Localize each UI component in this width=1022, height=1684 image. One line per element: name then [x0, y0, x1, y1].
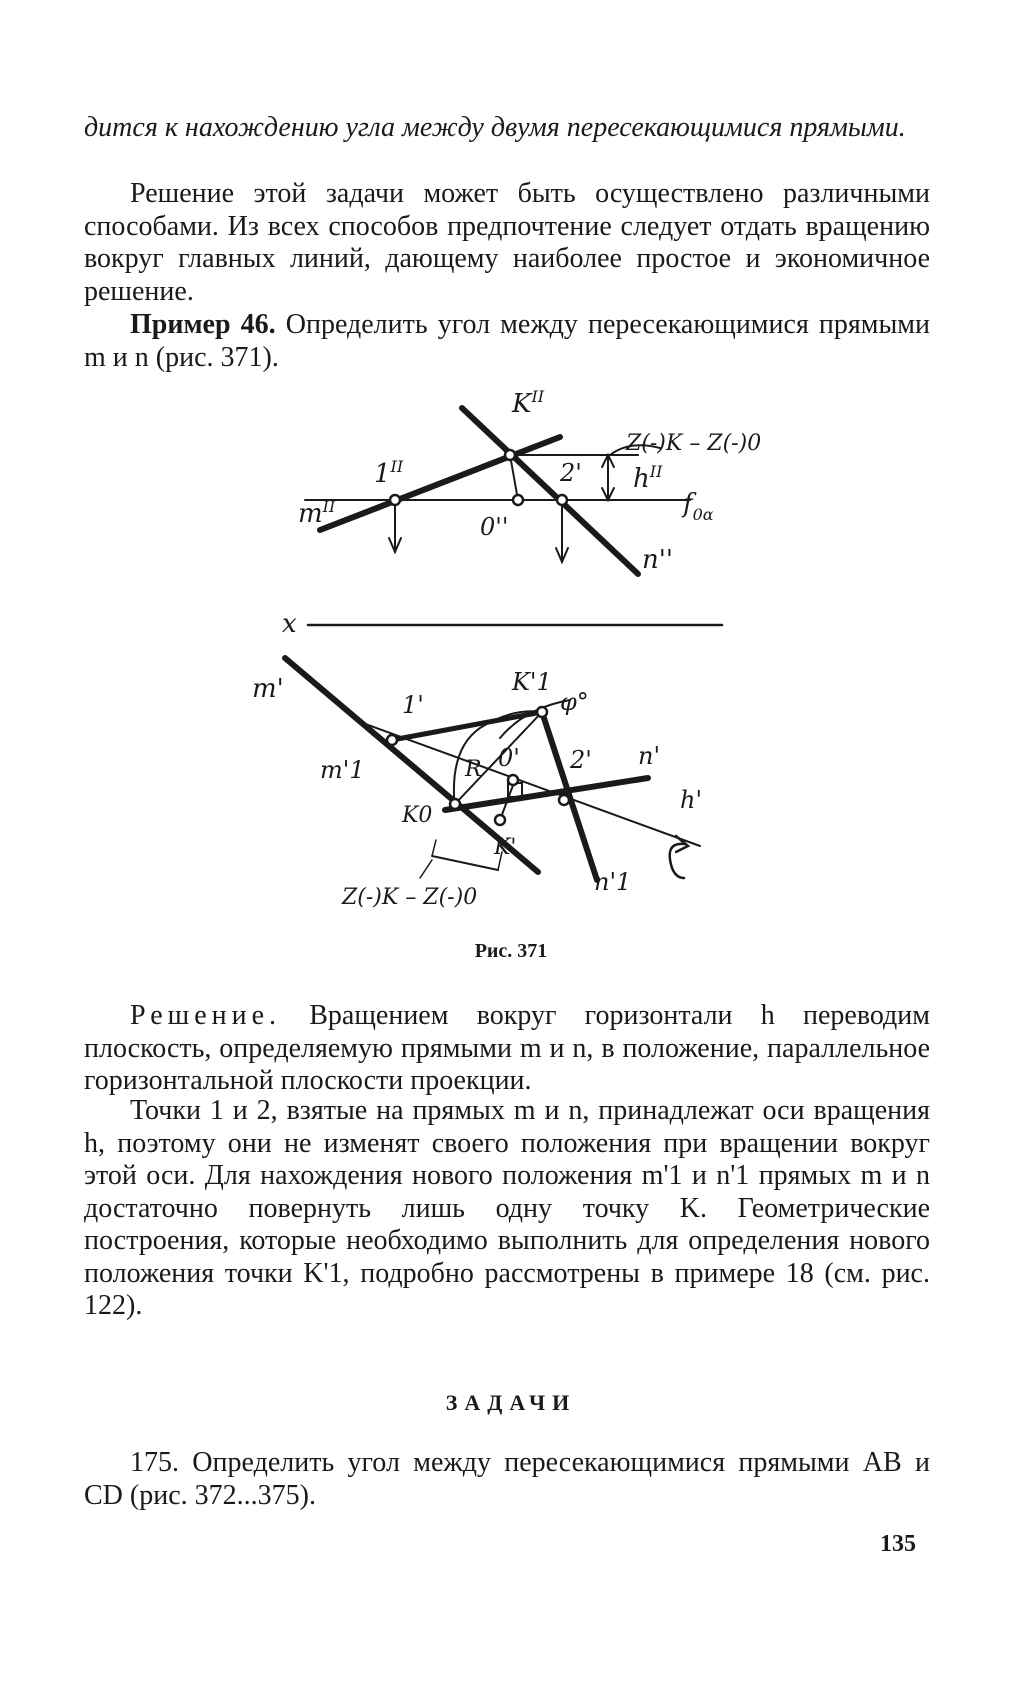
label-2-frontal: 2'	[560, 459, 582, 487]
leader-z-bottom	[420, 860, 432, 878]
label-1-frontal: $1^{II}$	[374, 457, 404, 489]
label-phi: φ°	[560, 688, 589, 716]
label-n1: n'	[638, 742, 661, 770]
point-1-horizontal	[387, 735, 397, 745]
point-o-frontal	[513, 495, 523, 505]
line-m2	[320, 437, 560, 530]
label-o-frontal: 0''	[480, 513, 509, 541]
example-label: Пример 46.	[130, 309, 276, 340]
point-k0	[450, 799, 460, 809]
label-2-horizontal: 2'	[570, 746, 592, 774]
label-x: x	[282, 609, 297, 639]
label-z-bottom: Z(-)K – Z(-)0	[342, 885, 478, 910]
example-text: Определить угол между пересекающимися прямыми m и n (рис. 371).	[84, 309, 930, 373]
label-k-horizontal: K'	[494, 835, 517, 860]
solution-paragraph	[84, 1000, 930, 1098]
label-k1-rotated: K'1	[512, 668, 552, 696]
point-2-horizontal	[559, 795, 569, 805]
point-2-frontal	[557, 495, 567, 505]
point-o-horizontal	[508, 775, 518, 785]
label-r: R	[465, 757, 482, 782]
point-k-frontal	[505, 450, 515, 460]
label-1-horizontal: 1'	[402, 691, 424, 719]
paragraph-methods: Решение этой задачи может быть осуществлено различными способами. Из всех способов предпочтение следует отдать вращению вокруг главных линий, дающему наиболее простое и экономичное решение.	[84, 178, 930, 307]
label-n1-rotated: n'1	[594, 868, 632, 896]
label-m2: $m^{II}$	[298, 497, 336, 529]
label-o-horizontal: 0'	[498, 744, 520, 772]
tasks-heading: ЗАДАЧИ	[445, 1390, 577, 1415]
label-n2: n''	[642, 545, 674, 575]
label-z-top: Z(-)K – Z(-)0	[626, 431, 762, 456]
solution-text: Вращением вокруг горизонтали h переводим плоскость, определяемую прямыми m и n, в положение, параллельное горизонтальной плоскости проекции.	[84, 1000, 931, 1096]
figure-caption: Рис. 371	[474, 940, 548, 962]
point-k-horizontal	[495, 815, 505, 825]
point-k1-rotated	[537, 707, 547, 717]
label-k2: $K^{II}$	[512, 387, 545, 419]
dim-bottom-tick-left	[432, 840, 436, 856]
point-1-frontal	[390, 495, 400, 505]
intro-paragraph: дится к нахождению угла между двумя пересекающимися прямыми.	[84, 112, 906, 143]
label-h1: h'	[680, 786, 703, 814]
solution-label: Решение.	[130, 1000, 282, 1031]
paragraph-points: Точки 1 и 2, взятые на прямых m и n, принадлежат оси вращения h, поэтому они не изменят своего положения при вращении вокруг этой оси. Для нахождения нового положения m'1 и n'1 прямых m и n достаточно повернуть лишь одну точку K. Геометрические построения, которые необходимо выполнить для определения нового положения точки K'1, подробно рассмотрены в примере 18 (см. рис. 122).	[84, 1095, 930, 1321]
page-number: 135	[880, 1531, 916, 1557]
dim-bottom	[432, 856, 498, 870]
task-175: 175. Определить угол между пересекающимися прямыми AB и CD (рис. 372...375).	[84, 1447, 930, 1511]
label-m1: m'	[252, 674, 284, 704]
label-h2: $h^{II}$	[633, 462, 663, 494]
label-k0: K0	[402, 803, 433, 828]
label-f0a: $f_{0\alpha}$	[683, 489, 714, 524]
label-m1-rotated: m'1	[320, 756, 365, 784]
